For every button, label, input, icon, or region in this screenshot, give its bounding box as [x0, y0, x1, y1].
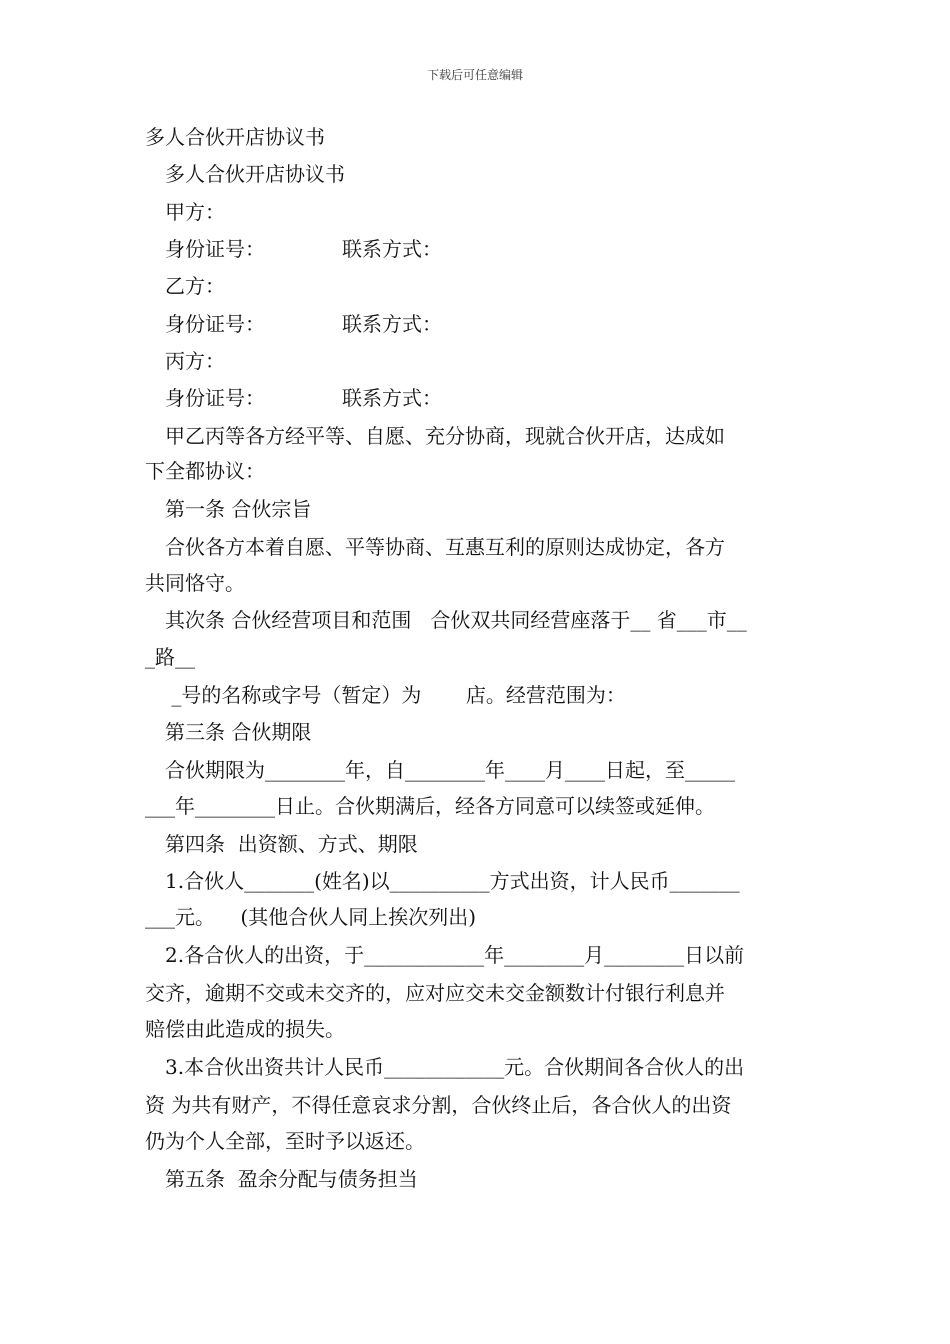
- document-subtitle: 多人合伙开店协议书: [165, 162, 345, 186]
- document-title: 多人合伙开店协议书: [145, 125, 325, 149]
- article-2-line: _号的名称或字号（暂定）为 店。经营范围为：: [165, 683, 626, 707]
- article-4-item-line: 1.合伙人_______(姓名)以__________方式出资，计人民币_______: [165, 869, 740, 893]
- party-b-id-label: 身份证号：: [165, 312, 265, 336]
- article-1-body-line: 合伙各方本着自愿、平等协商、互惠互利的原则达成协定，各方: [165, 535, 725, 559]
- intro-line: 甲乙丙等各方经平等、自愿、充分协商，现就合伙开店，达成如: [165, 424, 725, 448]
- party-a-id-label: 身份证号：: [165, 237, 265, 261]
- article-4-item-line: 3.本合伙出资共计人民币____________元。合伙期间各合伙人的出: [165, 1055, 745, 1079]
- party-c-label: 丙方：: [165, 349, 225, 373]
- article-2-line: _路__: [145, 645, 195, 669]
- article-4-item-line: 资 为共有财产，不得任意哀求分割，合伙终止后，各合伙人的出资: [145, 1093, 732, 1117]
- page-header: 下载后可任意编辑: [426, 68, 523, 82]
- article-3-heading: 第三条 合伙期限: [165, 720, 312, 744]
- intro-line: 下全都协议：: [145, 459, 265, 483]
- article-4-item-line: 赔偿由此造成的损失。: [145, 1017, 345, 1041]
- article-4-item-line: 交齐，逾期不交或未交齐的，应对应交未交金额数计付银行利息并: [145, 981, 725, 1005]
- party-c-id-label: 身份证号：: [165, 386, 265, 410]
- article-4-item-line: 仍为个人全部，至时予以返还。: [145, 1129, 425, 1153]
- party-b-contact-label: 联系方式：: [342, 312, 442, 336]
- article-3-body-line: ___年________日止。合伙期满后，经各方同意可以续签或延伸。: [145, 794, 715, 818]
- article-4-heading: 第四条 出资额、方式、期限: [165, 832, 418, 856]
- article-1-body-line: 共同恪守。: [145, 571, 245, 595]
- party-a-label: 甲方：: [165, 200, 225, 224]
- article-1-heading: 第一条 合伙宗旨: [165, 497, 312, 521]
- party-a-contact-label: 联系方式：: [342, 237, 442, 261]
- party-b-label: 乙方：: [165, 274, 225, 298]
- article-5-heading: 第五条 盈余分配与债务担当: [165, 1167, 418, 1191]
- article-3-body-line: 合伙期限为________年，自________年____月____日起，至_____: [165, 758, 735, 782]
- article-4-item-line: ___元。 (其他合伙人同上挨次列出): [145, 905, 477, 929]
- article-2-line: 其次条 合伙经营项目和范围 合伙双共同经营座落于__ 省___市__: [165, 608, 747, 632]
- party-c-contact-label: 联系方式：: [342, 386, 442, 410]
- article-4-item-line: 2.各合伙人的出资，于____________年________月________日以前: [165, 943, 745, 967]
